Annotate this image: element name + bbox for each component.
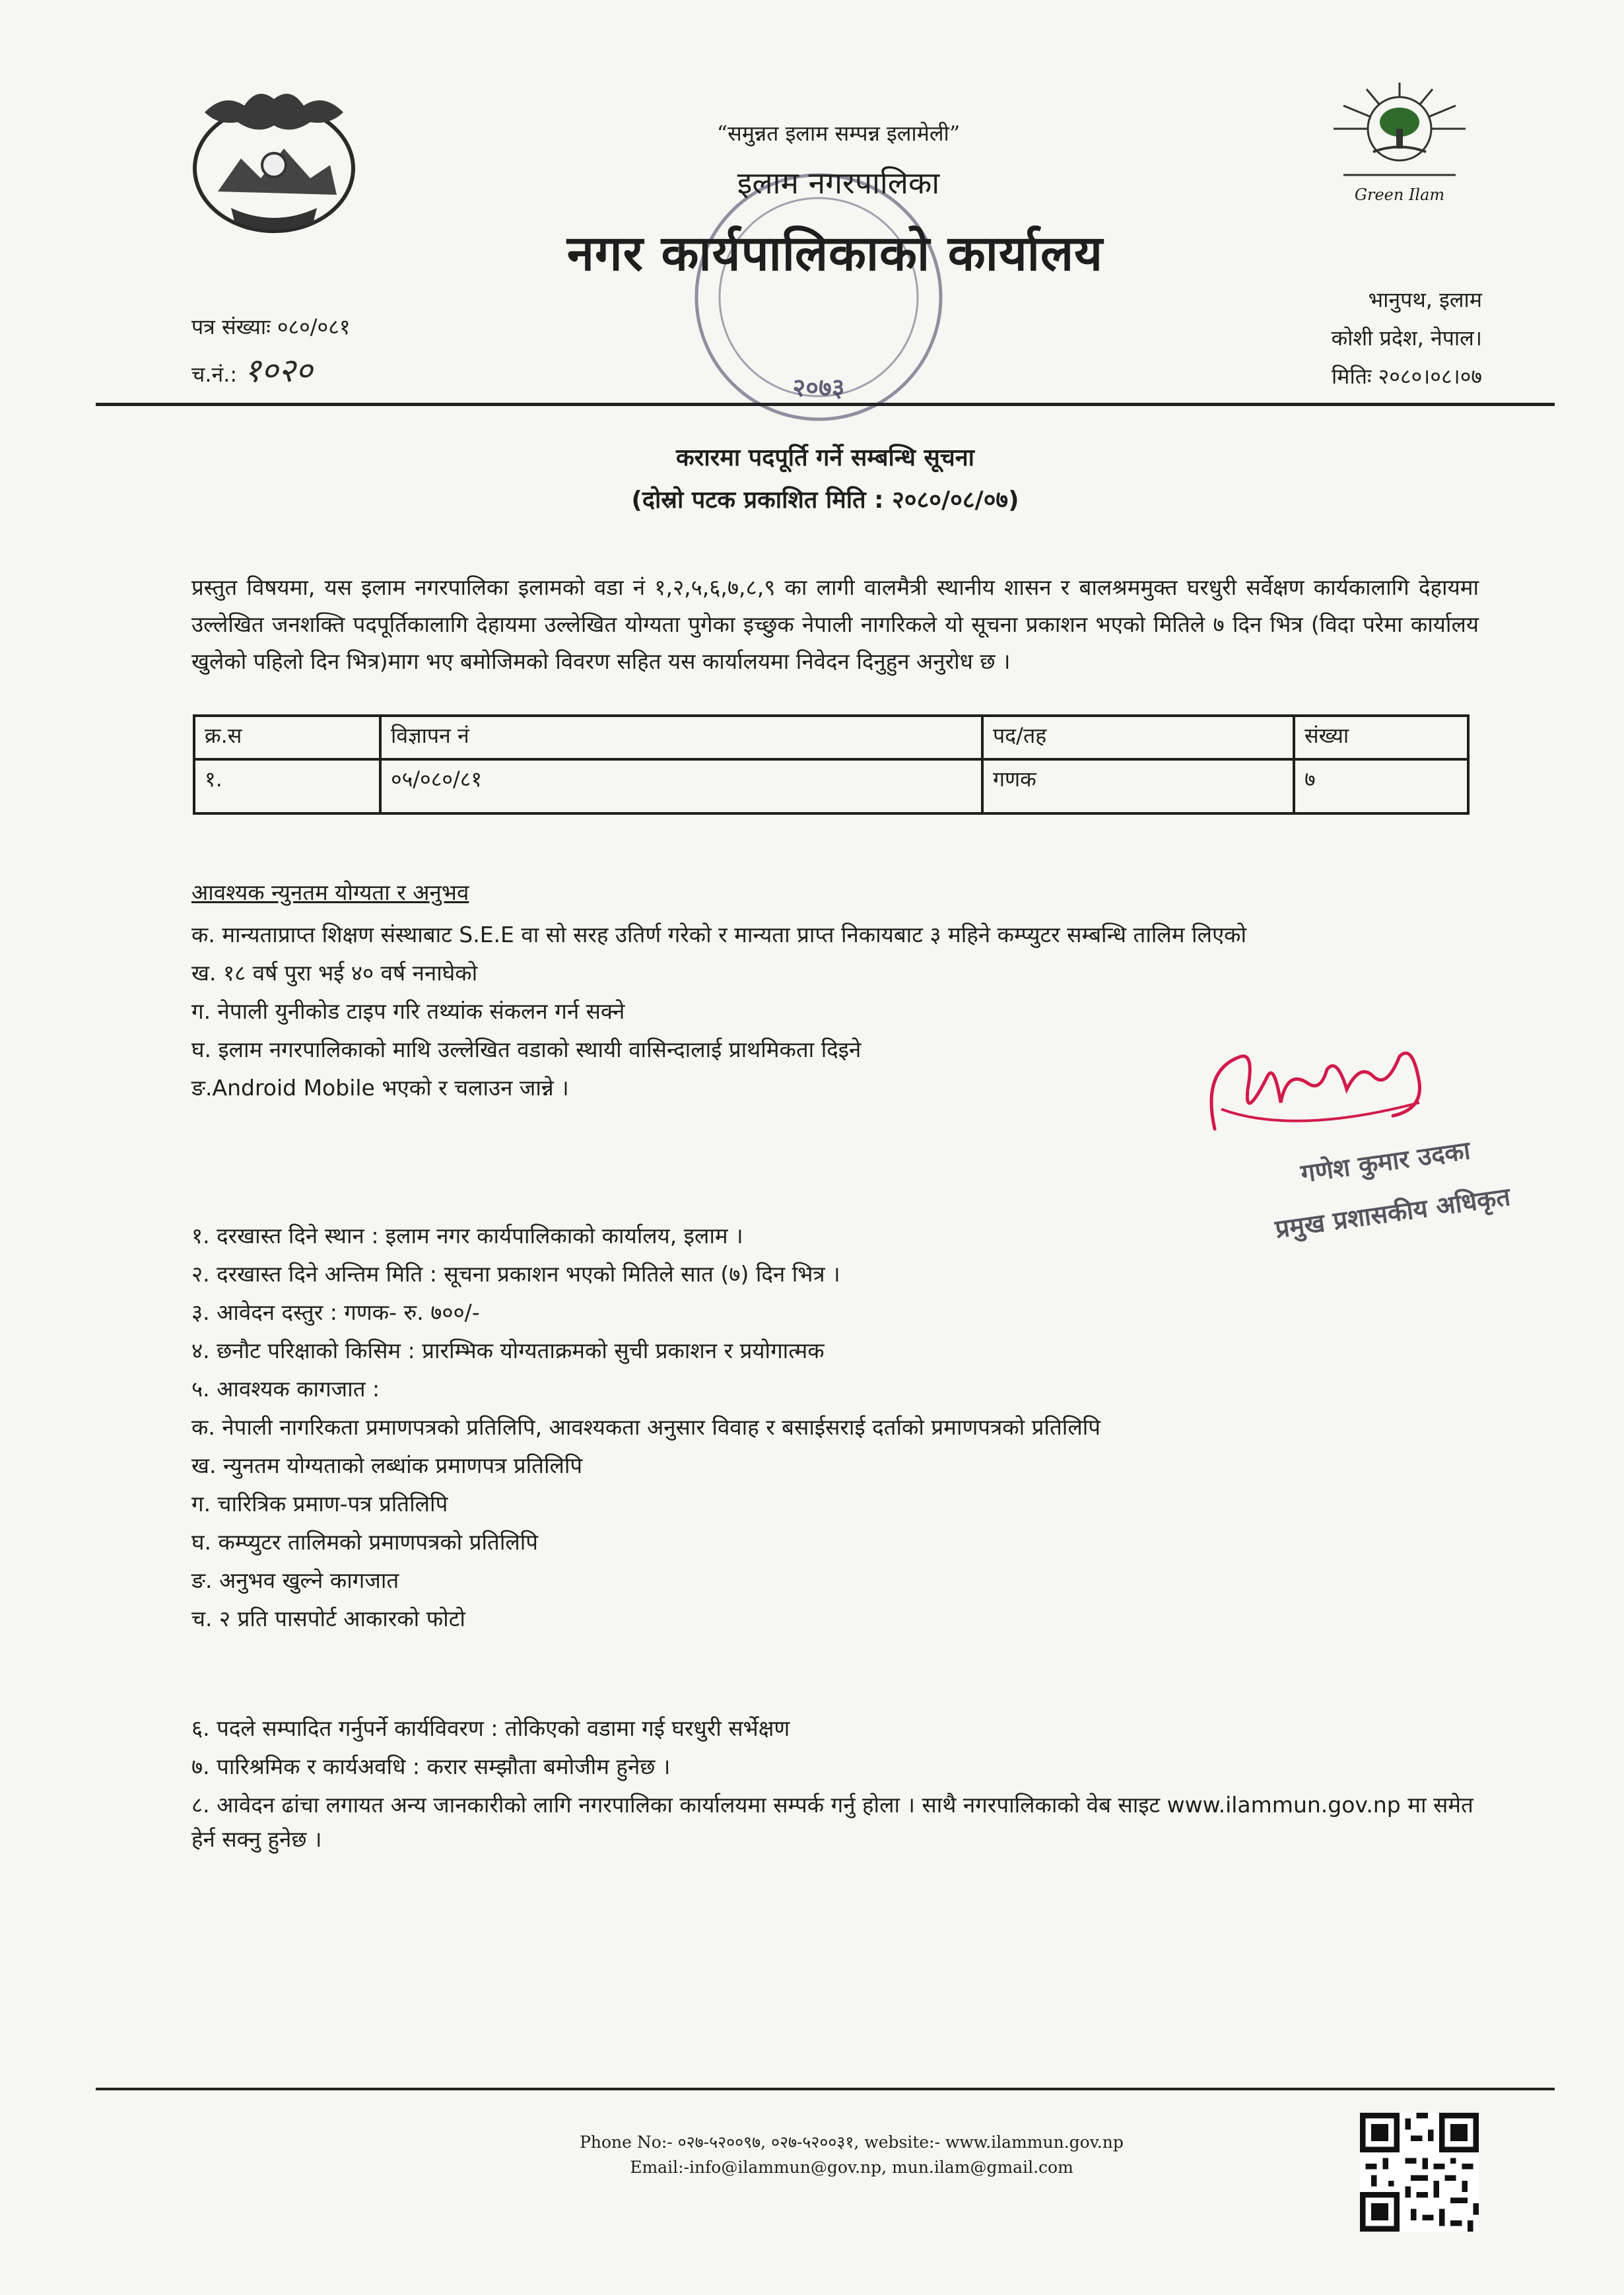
notice-title: करारमा पदपूर्ति गर्ने सम्बन्धि सूचना bbox=[675, 444, 975, 471]
list-item: ५. आवश्यक कागजात : bbox=[191, 1376, 380, 1402]
list-item: २. दरखास्त दिने अन्तिम मिति : सूचना प्रकाशन भएको मितिले सात (७) दिन भित्र । bbox=[191, 1261, 840, 1287]
list-item: ७. पारिश्रमिक र कार्यअवधि : करार सम्झौता बमोजीम हुनेछ । bbox=[191, 1754, 671, 1779]
table-cell: १. bbox=[194, 759, 380, 813]
signatory-designation: प्रमुख प्रशासकीय अधिकृत bbox=[1273, 1182, 1512, 1244]
list-item: च. २ प्रति पासपोर्ट आकारको फोटो bbox=[191, 1606, 465, 1631]
vacancy-table bbox=[193, 714, 1470, 815]
dispatch-number: १०२० bbox=[244, 351, 313, 390]
motto: “समुन्नत इलाम सम्पन्न इलामेली” bbox=[716, 121, 961, 146]
list-item: ६. पदले सम्पादित गर्नुपर्ने कार्यविवरण : तोकिएको वडामा गई घरधुरी सर्भेक्षण bbox=[191, 1715, 790, 1741]
nepal-emblem-icon bbox=[178, 86, 370, 244]
office-title: नगर कार्यपालिकाको कार्यालय bbox=[566, 225, 1104, 282]
header-divider bbox=[96, 403, 1555, 406]
list-item: ख. न्युनतम योग्यताको लब्धांक प्रमाणपत्र प्रतिलिपि bbox=[191, 1453, 583, 1478]
qualifications-heading: आवश्यक न्युनतम योग्यता र अनुभव bbox=[191, 879, 469, 905]
green-ilam-logo bbox=[1317, 76, 1482, 208]
list-item: ग. नेपाली युनीकोड टाइप गरि तथ्यांक संकलन गर्न सक्ने bbox=[191, 998, 625, 1024]
table-cell: ७ bbox=[1294, 759, 1468, 813]
list-item: ङ.Android Mobile भएको र चलाउन जान्ने । bbox=[191, 1075, 569, 1101]
signatory-name: गणेश कुमार उदका bbox=[1299, 1136, 1472, 1188]
list-item: १. दरखास्त दिने स्थान : इलाम नगर कार्यपालिकाको कार्यालय, इलाम । bbox=[191, 1223, 743, 1249]
footer-contact bbox=[462, 2130, 1241, 2180]
table-row bbox=[194, 759, 1468, 813]
ref-label: पत्र संख्याः bbox=[191, 314, 271, 339]
list-item: क. मान्यताप्राप्त शिक्षण संस्थाबाट S.E.E वा सो सरह उतिर्ण गरेको र मान्यता प्राप्त निकायबाट ३ महिने कम्प्युटर सम्बन्धि तालिम लिएको bbox=[191, 922, 1247, 947]
table-header-row bbox=[194, 716, 1468, 759]
dispatch-label: च.नं.: bbox=[191, 362, 238, 387]
list-item: ग. चारित्रिक प्रमाण-पत्र प्रतिलिपि bbox=[191, 1491, 448, 1517]
table-header-cell: संख्या bbox=[1294, 716, 1468, 759]
date-value: २०८०।०८।०७ bbox=[1378, 364, 1482, 389]
qr-code-icon bbox=[1360, 2113, 1479, 2232]
tree-logo-icon bbox=[1317, 76, 1482, 182]
table-cell: ०५/०८०/८१ bbox=[380, 759, 982, 813]
subject-block bbox=[462, 437, 1188, 522]
reference-block bbox=[191, 305, 350, 396]
footer-divider bbox=[96, 2088, 1555, 2090]
list-item: ८. आवेदन ढांचा लगायत अन्य जानकारीको लागि नगरपालिका कार्यालयमा सम्पर्क गर्नु होला । साथै नगरपालिकाको वेब साइट www.ilammun.gov.np मा समेत हेर्न सक्नु हुनेछ । bbox=[191, 1792, 1473, 1852]
list-item: क. नेपाली नागरिकता प्रमाणपत्रको प्रतिलिपि, आवश्यकता अनुसार विवाह र बसाईसराई दर्ताको प्रमाणपत्रको प्रतिलिपि bbox=[191, 1414, 1100, 1440]
table-cell: गणक bbox=[982, 759, 1294, 813]
list-item: घ. इलाम नगरपालिकाको माथि उल्लेखित वडाको स्थायी वासिन्दालाई प्राथमिकता दिइने bbox=[191, 1037, 862, 1062]
table-header-cell: क्र.स bbox=[194, 716, 380, 759]
list-item: घ. कम्प्युटर तालिमको प्रमाणपत्रको प्रतिलिपि bbox=[191, 1529, 539, 1555]
list-item: ङ. अनुभव खुल्ने कागजात bbox=[191, 1567, 399, 1593]
footer-email: Email:-info@ilammun@gov.np, mun.ilam@gmail.com bbox=[630, 2158, 1073, 2177]
seal-year: २०७३ bbox=[792, 373, 845, 402]
ref-value: ०८०/०८१ bbox=[277, 314, 351, 339]
table-header-cell: विज्ञापन नं bbox=[380, 716, 982, 759]
date-label: मितिः bbox=[1332, 364, 1372, 389]
municipality-name: इलाम नगरपालिका bbox=[737, 165, 940, 201]
notice-subtitle: (दोस्रो पटक प्रकाशित मिति : २०८०/०८/०७) bbox=[631, 487, 1019, 514]
instructions-list-2 bbox=[191, 1711, 1485, 1861]
address-block bbox=[1241, 281, 1482, 395]
instructions-list bbox=[191, 1219, 1485, 1640]
table-header-cell: पद/तह bbox=[982, 716, 1294, 759]
list-item: ४. छनौट परिक्षाको किसिम : प्रारम्भिक योग्यताक्रमको सुची प्रकाशन र प्रयोगात्मक bbox=[191, 1338, 825, 1363]
list-item: ३. आवेदन दस्तुर : गणक- रु. ७००/- bbox=[191, 1299, 480, 1325]
green-ilam-text: Green Ilam bbox=[1354, 186, 1445, 204]
address-line-1: भानुपथ, इलाम bbox=[1368, 287, 1482, 312]
footer-phone: Phone No:- ०२७-५२००९७, ०२७-५२००३१, website:- www.ilammun.gov.np bbox=[580, 2133, 1124, 2152]
address-line-2: कोशी प्रदेश, नेपाल। bbox=[1331, 325, 1482, 351]
list-item: ख. १८ वर्ष पुरा भई ४० वर्ष ननाघेको bbox=[191, 960, 478, 986]
intro-paragraph: प्रस्तुत विषयमा, यस इलाम नगरपालिका इलामको वडा नं १,२,५,६,७,८,९ का लागी वालमैत्री स्थानीय शासन र बालश्रममुक्त घरधुरी सर्वेक्षण कार्यकालागि देहायमा उल्लेखित जनशक्ति पदपूर्तिकालागि देहायमा उल्लेखित योग्यता पुगेका इच्छुक नेपाली नागरिकले यो सूचना प्रकाशन भएको मितिले ७ दिन भित्र (विदा परेमा कार्यालय खुलेको पहिलो दिन भित्र)माग भए बमोजिमको विवरण सहित यस कार्यालयमा निवेदन दिनुहुन अनुरोध छ । bbox=[191, 574, 1479, 674]
municipal-seal-stamp bbox=[660, 162, 977, 439]
